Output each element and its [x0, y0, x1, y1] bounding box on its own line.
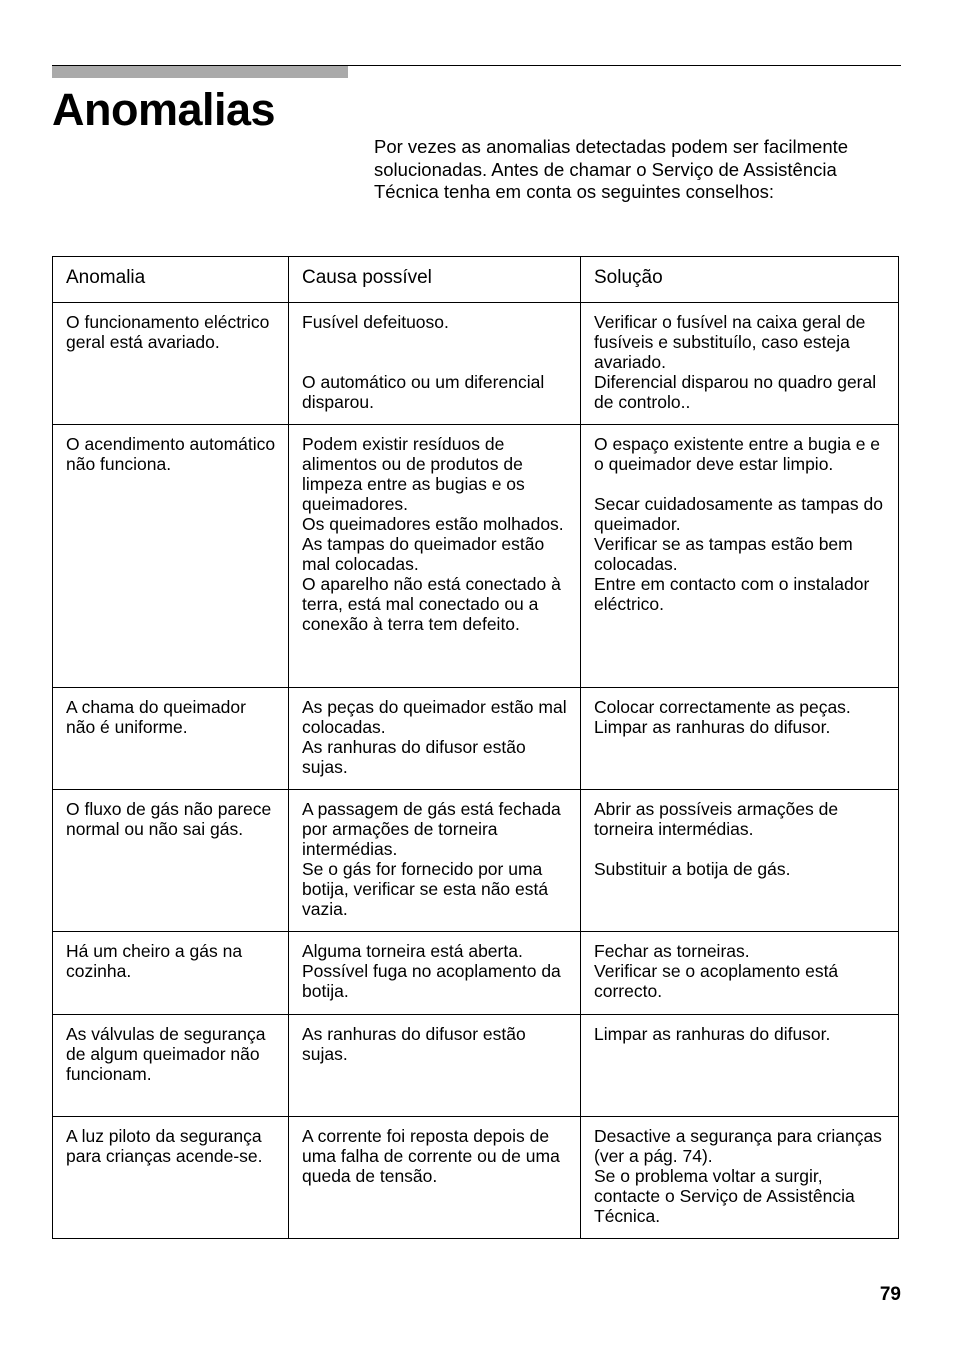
cell-line: As tampas do queimador estão mal colocadas.: [302, 534, 545, 574]
cell-line: Verificar se o acoplamento está correcto.: [594, 961, 839, 1001]
cell-line: O espaço existente entre a bugia e e o queimador deve estar limpio.: [594, 434, 881, 474]
cell-line: [594, 474, 886, 494]
cell-anomaly: [53, 688, 289, 790]
cell-line: O fluxo de gás não parece normal ou não sai gás.: [66, 799, 272, 839]
cell-anomaly: [53, 1117, 289, 1239]
cell-line: Substituir a botija de gás.: [594, 859, 791, 879]
cell-line: Fusível defeituoso.: [302, 312, 449, 332]
cell-line: Desactive a segurança para crianças (ver a pág. 74).: [594, 1126, 882, 1166]
cell-line: Se o problema voltar a surgir, contacte o Serviço de Assistência Técnica.: [594, 1166, 855, 1226]
cell-line: A luz piloto da segurança para crianças acende-se.: [66, 1126, 263, 1166]
cell-line: [302, 352, 568, 372]
table-header-row: [53, 257, 899, 303]
cell-line: Verificar o fusível na caixa geral de fusíveis e substituílo, caso esteja avariado.: [594, 312, 866, 372]
cell-line: Abrir as possíveis armações de torneira intermédias.: [594, 799, 839, 839]
cell-anomaly: [53, 790, 289, 932]
cell-solution: [581, 1117, 899, 1239]
cell-line: [594, 839, 886, 859]
cell-cause: [289, 688, 581, 790]
cell-anomaly: [53, 425, 289, 688]
cell-line: Os queimadores estão molhados.: [302, 514, 564, 534]
cell-line: Diferencial disparou no quadro geral de controlo..: [594, 372, 877, 412]
table-row: [53, 932, 899, 1015]
table-row: [53, 425, 899, 688]
column-header-cause: Causa possível: [289, 257, 581, 303]
cell-line: O funcionamento eléctrico geral está avariado.: [66, 312, 270, 352]
table-row: [53, 303, 899, 425]
cell-cause: [289, 790, 581, 932]
cell-line: Limpar as ranhuras do difusor.: [594, 717, 831, 737]
cell-line: Podem existir resíduos de alimentos ou de produtos de limpeza entre as bugias e os queimadores.: [302, 434, 525, 514]
table-body: [53, 303, 899, 1239]
cell-line: Entre em contacto com o instalador eléctrico.: [594, 574, 870, 614]
cell-line: O automático ou um diferencial disparou.: [302, 372, 545, 412]
cell-line: As válvulas de segurança de algum queimador não funcionam.: [66, 1024, 266, 1084]
section-bar: [52, 66, 348, 78]
intro-paragraph: Por vezes as anomalias detectadas podem ser facilmente solucionadas. Antes de chamar o Serviço de Assistência Técnica tenha em conta os seguintes conselhos:: [374, 136, 849, 202]
cell-line: Possível fuga no acoplamento da botija.: [302, 961, 561, 1001]
cell-cause: [289, 425, 581, 688]
cell-line: A chama do queimador não é uniforme.: [66, 697, 246, 737]
cell-line: Colocar correctamente as peças.: [594, 697, 851, 717]
cell-line: O aparelho não está conectado à terra, está mal conectado ou a conexão à terra tem defeito.: [302, 574, 561, 634]
cell-line: O acendimento automático não funciona.: [66, 434, 276, 474]
cell-line: As ranhuras do difusor estão sujas.: [302, 737, 526, 777]
cell-solution: [581, 303, 899, 425]
cell-solution: [581, 425, 899, 688]
cell-line: Há um cheiro a gás na cozinha.: [66, 941, 243, 981]
table-row: [53, 1015, 899, 1117]
cell-line: [302, 332, 568, 352]
column-header-solution: Solução: [581, 257, 899, 303]
cell-cause: [289, 1015, 581, 1117]
cell-anomaly: [53, 303, 289, 425]
cell-solution: [581, 1015, 899, 1117]
troubleshooting-table: [52, 256, 899, 1239]
cell-line: Limpar as ranhuras do difusor.: [594, 1024, 831, 1044]
cell-line: Verificar se as tampas estão bem colocadas.: [594, 534, 853, 574]
cell-solution: [581, 688, 899, 790]
page-number: 79: [879, 1284, 901, 1305]
table-row: [53, 688, 899, 790]
cell-line: Secar cuidadosamente as tampas do queimador.: [594, 494, 883, 534]
cell-cause: [289, 932, 581, 1015]
cell-line: Alguma torneira está aberta.: [302, 941, 523, 961]
cell-cause: [289, 303, 581, 425]
cell-anomaly: [53, 1015, 289, 1117]
cell-line: As ranhuras do difusor estão sujas.: [302, 1024, 526, 1064]
cell-line: As peças do queimador estão mal colocadas.: [302, 697, 567, 737]
cell-solution: [581, 932, 899, 1015]
page-title: Anomalias: [52, 84, 276, 135]
cell-line: A passagem de gás está fechada por armações de torneira intermédias.: [302, 799, 561, 859]
table-row: [53, 1117, 899, 1239]
column-header-anomaly: Anomalia: [53, 257, 289, 303]
cell-line: Se o gás for fornecido por uma botija, verificar se esta não está vazia.: [302, 859, 549, 919]
cell-anomaly: [53, 932, 289, 1015]
table-row: [53, 790, 899, 932]
cell-cause: [289, 1117, 581, 1239]
cell-line: Fechar as torneiras.: [594, 941, 750, 961]
cell-solution: [581, 790, 899, 932]
cell-line: A corrente foi reposta depois de uma falha de corrente ou de uma queda de tensão.: [302, 1126, 560, 1186]
